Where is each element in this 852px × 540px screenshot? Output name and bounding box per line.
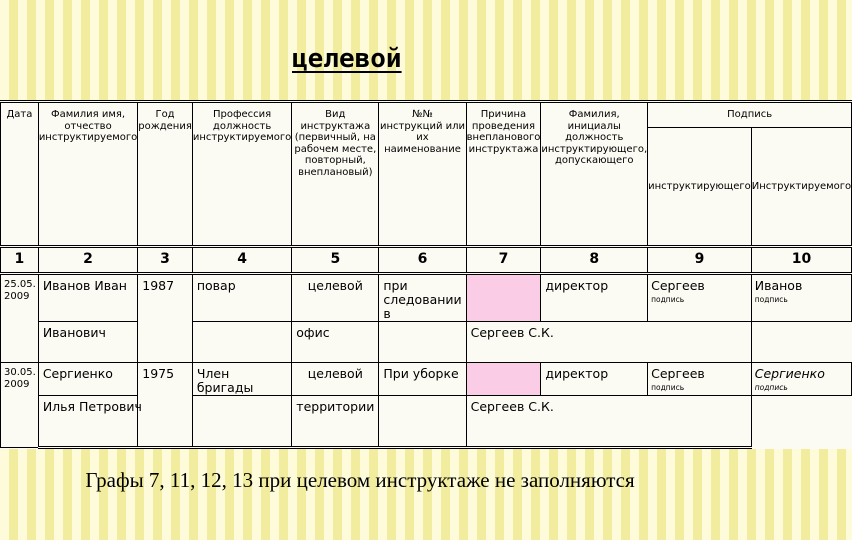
entry-profession: повар xyxy=(192,274,291,322)
header-fio: Фамилия имя, отчество инструктируемого xyxy=(38,102,137,247)
col-number: 9 xyxy=(648,247,752,274)
header-reason: Причина проведения внепланового инструктажа xyxy=(466,102,541,247)
entry-reason-cont xyxy=(379,396,466,448)
entry-sig-instructed xyxy=(751,363,851,396)
entry-reason-blank xyxy=(466,274,541,322)
footer-note: Графы 7, 11, 12, 13 при целевом инструктаже не заполняются xyxy=(85,468,635,492)
header-year: Год рождения xyxy=(138,102,193,247)
sig-name: Сергеев xyxy=(651,366,705,381)
entry-instructions-cont: территории xyxy=(292,396,379,448)
col-number: 5 xyxy=(292,247,379,274)
col-number: 4 xyxy=(192,247,291,274)
entry-sig-instructor xyxy=(648,274,752,322)
header-sig-instructor: инструктирующего xyxy=(648,128,752,247)
entry-instructions: при следовании в xyxy=(379,274,466,322)
entry-date: 30.05. 2009 xyxy=(1,363,39,448)
entry-reason-blank xyxy=(466,363,541,396)
entry-instructions: При уборке xyxy=(379,363,466,396)
header-row xyxy=(1,102,852,128)
entry-instructor-cont: Сергеев С.К. xyxy=(466,322,751,363)
table-row xyxy=(1,363,852,396)
entry-sig-instructor xyxy=(648,363,752,396)
entry-year: 1975 xyxy=(138,363,193,448)
header-sig-instructed: Инструктируемого xyxy=(751,128,851,247)
entry-date: 25.05. 2009 xyxy=(1,274,39,363)
entry-instructor: директор xyxy=(541,363,648,396)
entry-instructor: директор xyxy=(541,274,648,322)
col-number: 7 xyxy=(466,247,541,274)
entry-fio-cont: Иванович xyxy=(38,322,291,363)
sig-caption: подпись xyxy=(651,383,685,392)
col-number: 8 xyxy=(541,247,648,274)
entry-sig-instructed xyxy=(751,274,851,322)
header-type: Вид инструктажа (первичный, на рабочем месте, повторный, внеплановый) xyxy=(292,102,379,247)
instruction-journal-table xyxy=(0,100,852,449)
sig-name: Иванов xyxy=(754,278,803,293)
sig-name: Сергиенко xyxy=(754,366,825,381)
header-instructor: Фамилия, инициалы должность инструктирующего, допускающего xyxy=(541,102,648,247)
entry-instructor-cont: Сергеев С.К. xyxy=(466,396,751,448)
entry-fio: Сергиенко xyxy=(38,363,137,396)
header-date: Дата xyxy=(1,102,39,247)
sig-caption: подпись xyxy=(651,295,685,304)
entry-type: целевой xyxy=(292,363,379,396)
col-number: 6 xyxy=(379,247,466,274)
entry-type: целевой xyxy=(292,274,379,322)
header-instructions: №№ инструкций или их наименование xyxy=(379,102,466,247)
col-number: 10 xyxy=(751,247,851,274)
col-number: 2 xyxy=(38,247,137,274)
col-number: 1 xyxy=(1,247,39,274)
col-number: 3 xyxy=(138,247,193,274)
sig-caption: подпись xyxy=(754,383,788,392)
entry-profession: Член бригады xyxy=(192,363,291,396)
entry-fio: Иванов Иван xyxy=(38,274,137,322)
header-profession: Профессия должность инструктируемого xyxy=(192,102,291,247)
entry-instructions-cont: офис xyxy=(292,322,379,363)
page-title: целевой xyxy=(292,44,402,74)
sig-caption: подпись xyxy=(754,295,788,304)
table-row-continuation xyxy=(1,396,852,448)
entry-fio-cont: Илья Петрович xyxy=(38,396,291,448)
entry-reason-cont xyxy=(379,322,466,363)
entry-year: 1987 xyxy=(138,274,193,363)
header-signature: Подпись xyxy=(648,102,852,128)
sig-name: Сергеев xyxy=(651,278,705,293)
column-number-row xyxy=(1,247,852,274)
table-row-continuation xyxy=(1,322,852,363)
table-row xyxy=(1,274,852,322)
